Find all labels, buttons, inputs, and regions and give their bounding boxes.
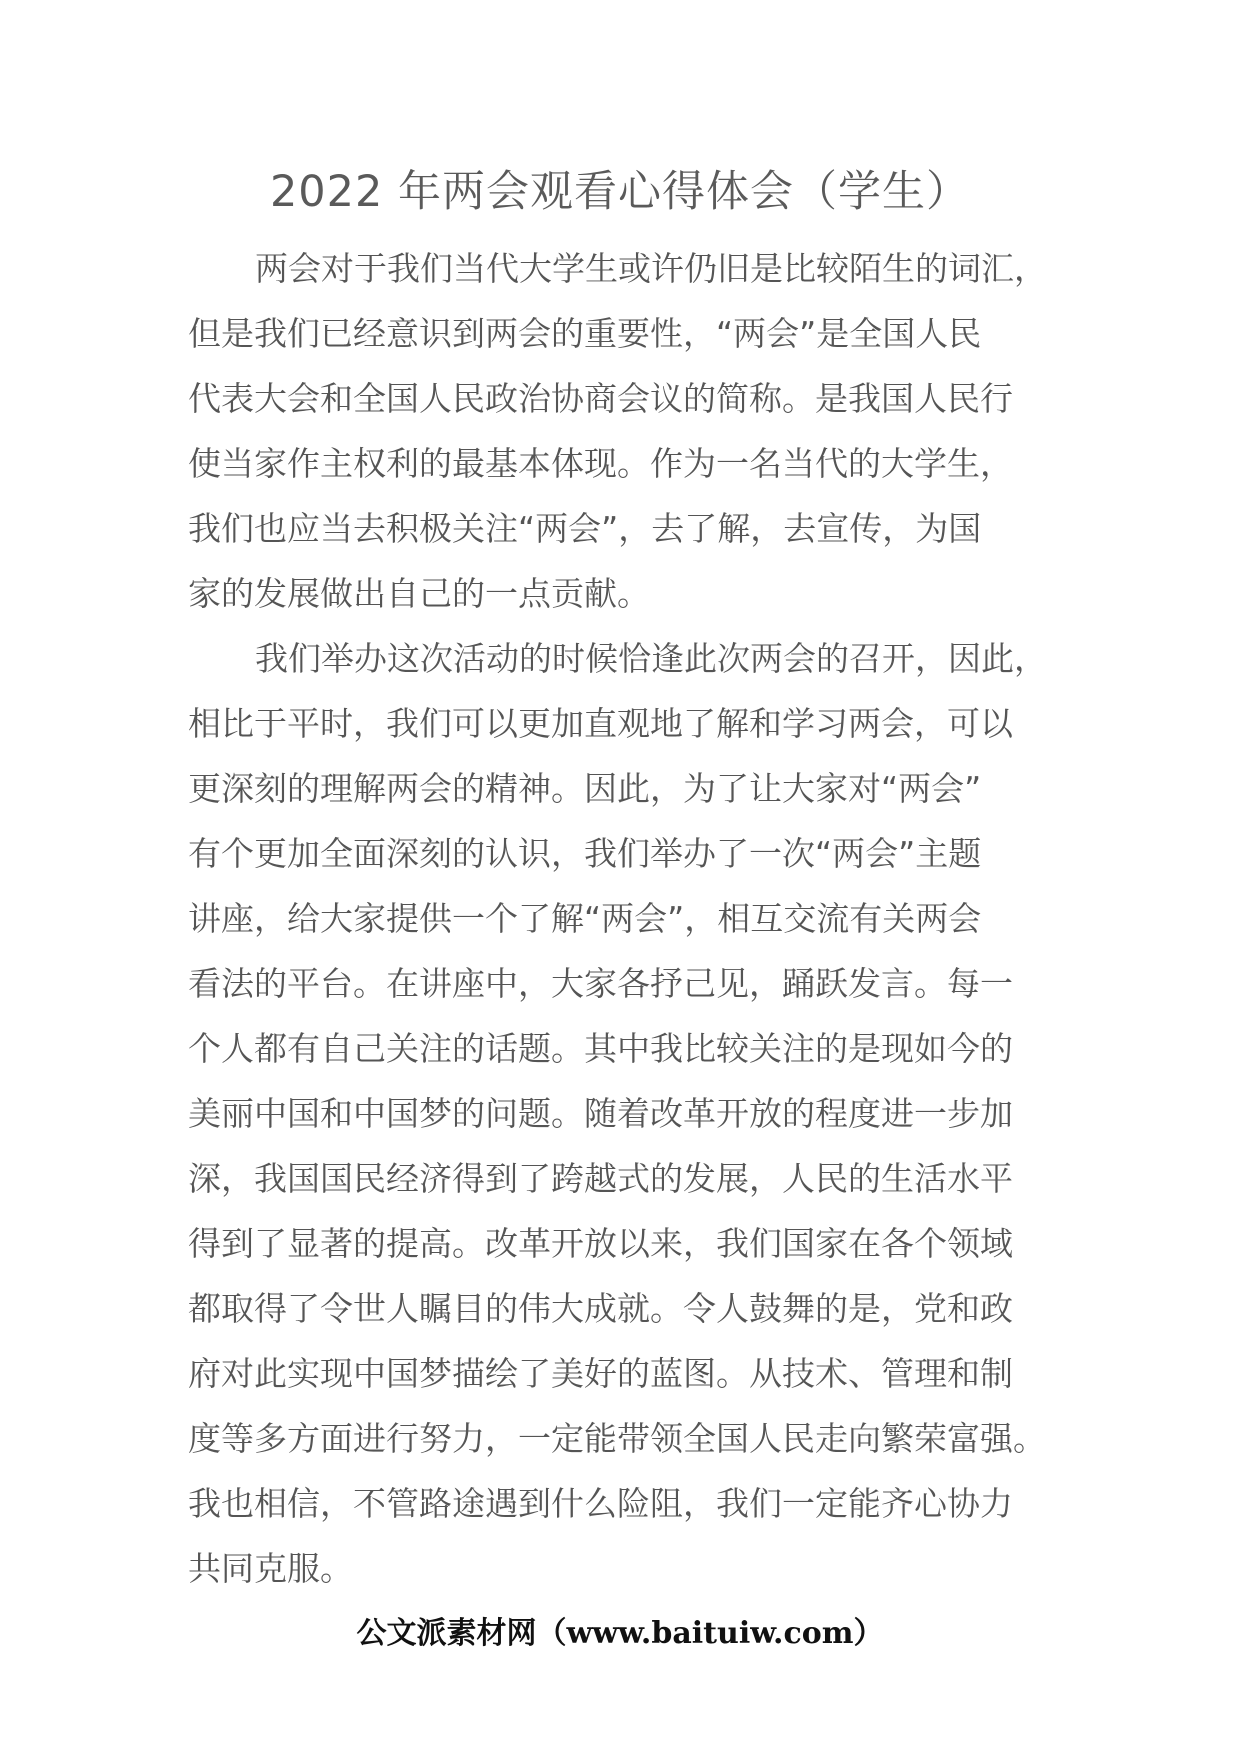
paragraph-line: 我也相信，不管路途遇到什么险阻，我们一定能齐心协力	[188, 1484, 1013, 1523]
paragraph-line: 家的发展做出自己的一点贡献。	[188, 574, 650, 613]
paragraph-line: 个人都有自己关注的话题。其中我比较关注的是现如今的	[188, 1029, 1013, 1068]
paragraph-line: 使当家作主权利的最基本体现。作为一名当代的大学生，	[188, 444, 1013, 483]
paragraph-2	[188, 626, 1048, 1601]
paragraph-line: 代表大会和全国人民政治协商会议的简称。是我国人民行	[188, 379, 1013, 418]
paragraph-line: 有个更加全面深刻的认识，我们举办了一次“两会”主题	[188, 834, 982, 873]
paragraph-line: 得到了显著的提高。改革开放以来，我们国家在各个领域	[188, 1224, 1013, 1263]
document-body	[188, 236, 1048, 1601]
paragraph-line: 府对此实现中国梦描绘了美好的蓝图。从技术、管理和制	[188, 1354, 1013, 1393]
paragraph-line: 但是我们已经意识到两会的重要性，“两会”是全国人民	[188, 314, 982, 353]
paragraph-line: 我们也应当去积极关注“两会”，去了解，去宣传，为国	[188, 509, 982, 548]
paragraph-line: 度等多方面进行努力，一定能带领全国人民走向繁荣富强。	[188, 1419, 1046, 1458]
paragraph-line: 都取得了令世人瞩目的伟大成就。令人鼓舞的是，党和政	[188, 1289, 1013, 1328]
document-title: 2022 年两会观看心得体会（学生）	[269, 167, 971, 217]
paragraph-line: 看法的平台。在讲座中，大家各抒己见，踊跃发言。每一	[188, 964, 1013, 1003]
paragraph-1	[188, 236, 1048, 626]
paragraph-line: 更深刻的理解两会的精神。因此，为了让大家对“两会”	[188, 769, 982, 808]
paragraph-line: 深，我国国民经济得到了跨越式的发展，人民的生活水平	[188, 1159, 1013, 1198]
paragraph-line: 相比于平时，我们可以更加直观地了解和学习两会，可以	[188, 704, 1013, 743]
paragraph-line: 讲座，给大家提供一个了解“两会”，相互交流有关两会	[188, 899, 982, 938]
paragraph-line: 美丽中国和中国梦的问题。随着改革开放的程度进一步加	[188, 1094, 1013, 1133]
paragraph-line: 两会对于我们当代大学生或许仍旧是比较陌生的词汇，	[255, 249, 1047, 288]
paragraph-line: 我们举办这次活动的时候恰逢此次两会的召开，因此，	[255, 639, 1047, 678]
paragraph-line: 共同克服。	[188, 1549, 353, 1588]
footer-source: 公文派素材网（www.baituiw.com）	[356, 1616, 884, 1651]
